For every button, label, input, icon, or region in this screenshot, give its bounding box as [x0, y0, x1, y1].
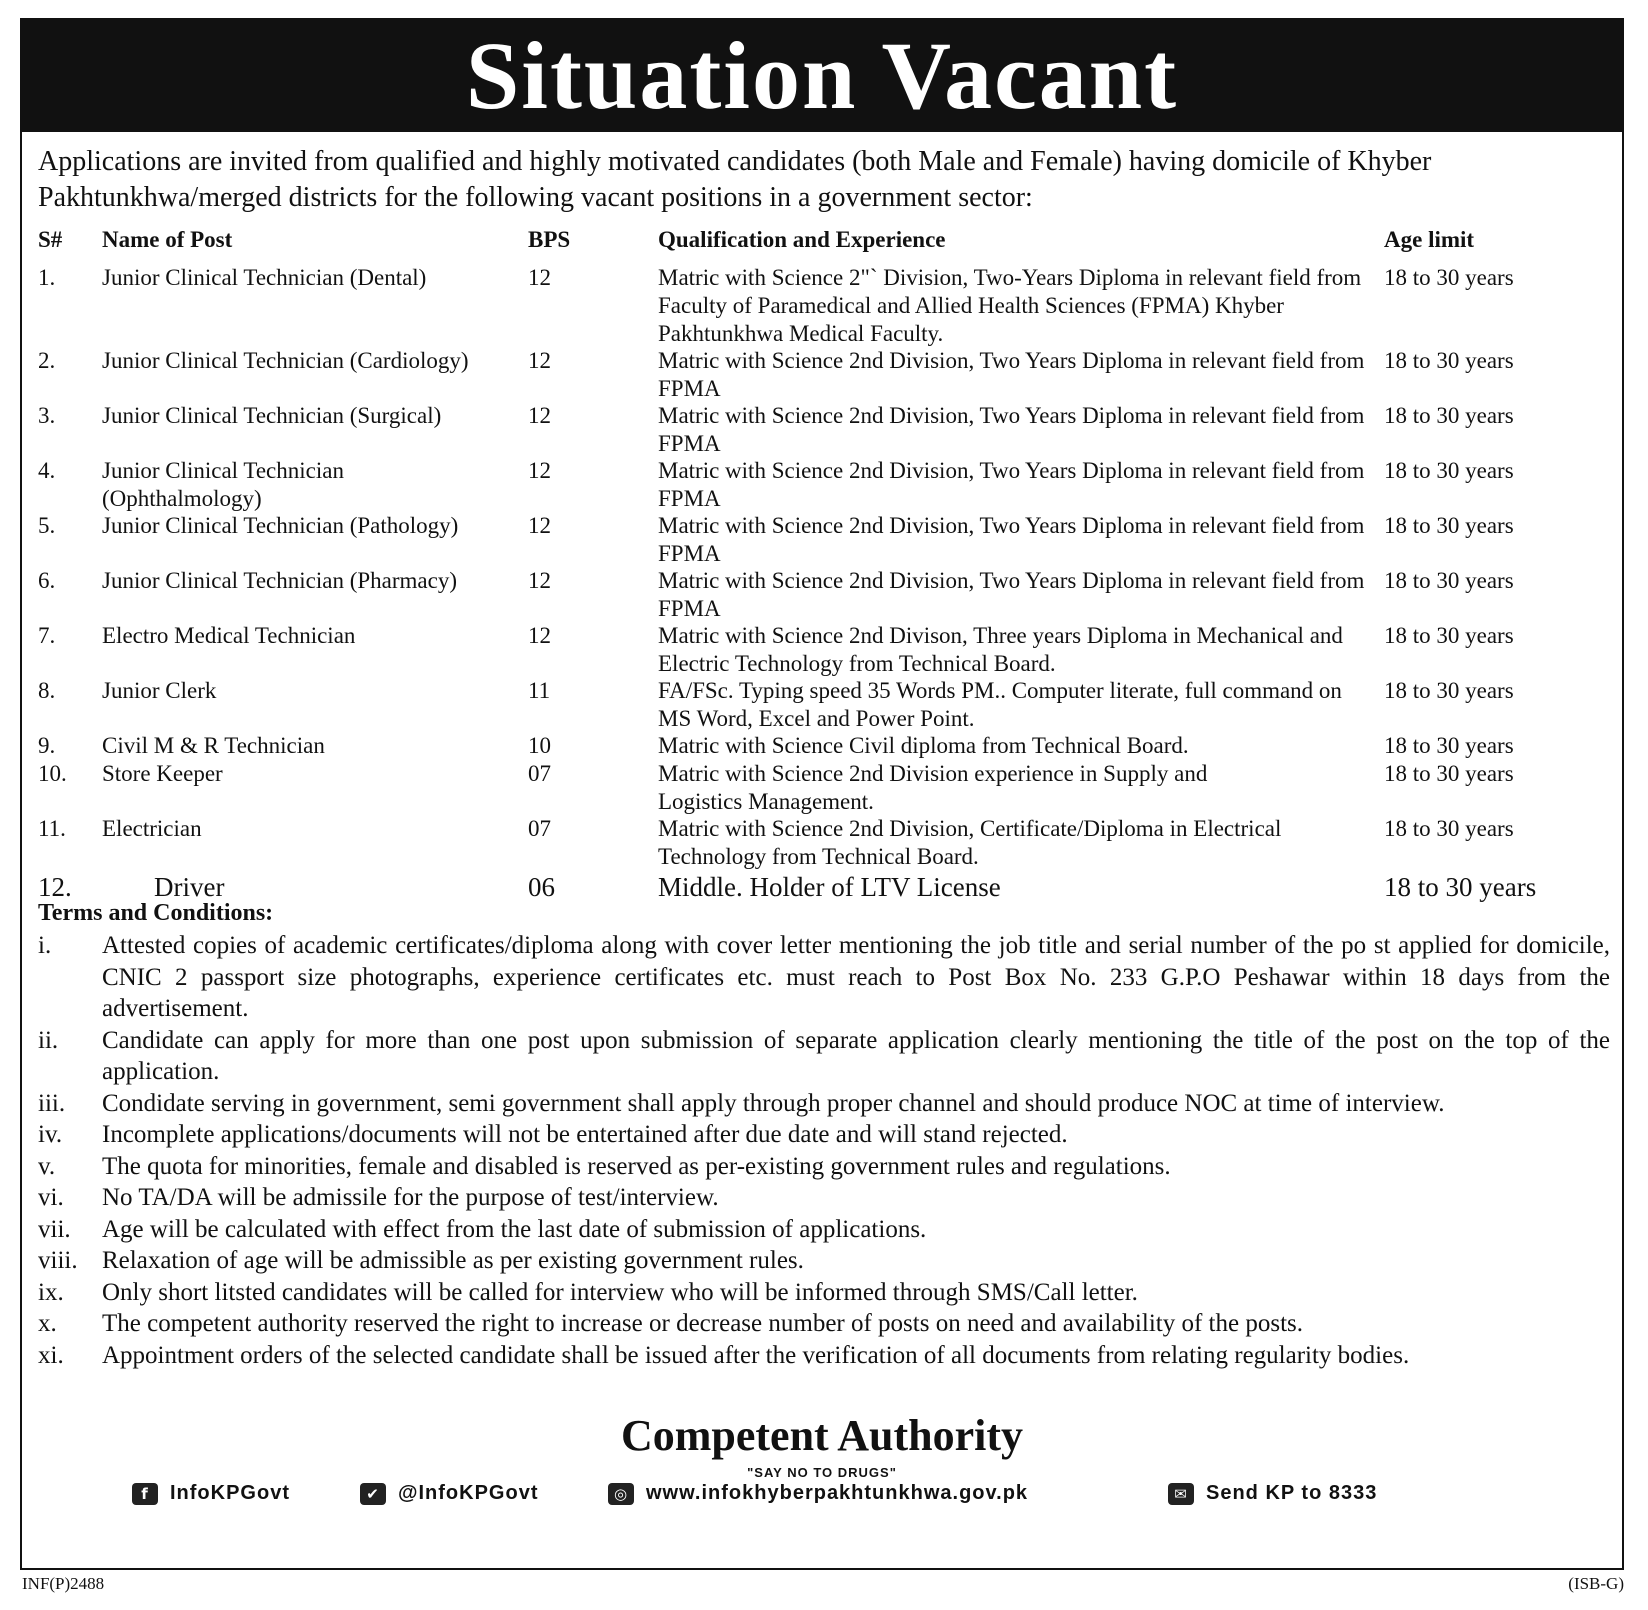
term-number: iii. [38, 1089, 66, 1117]
twitter-handle: @InfoKPGovt [398, 1482, 539, 1504]
table-row [38, 872, 1608, 906]
facebook-handle: InfoKPGovt [170, 1482, 290, 1504]
table-row [38, 402, 1608, 457]
term-item [38, 1245, 1610, 1277]
row-sn: 2. [38, 348, 56, 373]
row-bps: 12 [528, 458, 551, 483]
social-links-bar [132, 1482, 1532, 1512]
row-sn: 3. [38, 403, 56, 428]
row-sn: 5. [38, 513, 56, 538]
facebook-icon: f [132, 1483, 158, 1505]
vacancy-table [38, 226, 1608, 906]
row-sn: 1. [38, 265, 56, 290]
term-item [38, 1088, 1610, 1120]
twitter-icon: ✔ [360, 1483, 386, 1505]
table-row [38, 760, 1608, 815]
row-age: 18 to 30 years [1384, 458, 1514, 483]
row-bps: 11 [528, 678, 551, 703]
header-qualification: Qualification and Experience [658, 227, 946, 252]
row-age: 18 to 30 years [1384, 403, 1514, 428]
row-post: Junior Clinical Technician (Ophthalmology) [102, 458, 344, 511]
terms-heading: Terms and Conditions: [38, 900, 274, 926]
website-url: www.infokhyberpakhtunkhwa.gov.pk [646, 1482, 1029, 1504]
row-post: Electrician [102, 816, 202, 841]
row-bps: 06 [528, 872, 555, 902]
term-text: The quota for minorities, female and disabled is reserved as per-existing government rules and regulations. [102, 1152, 1171, 1180]
row-post: Store Keeper [102, 761, 223, 786]
row-qualification: Matric with Science 2nd Division, Two Years Diploma in relevant field from FPMA [658, 403, 1365, 456]
term-number: v. [38, 1152, 56, 1180]
page-title: Situation Vacant [22, 20, 1622, 132]
row-bps: 10 [528, 733, 551, 758]
row-age: 18 to 30 years [1384, 513, 1514, 538]
row-age: 18 to 30 years [1384, 678, 1514, 703]
row-post: Junior Clinical Technician (Cardiology) [102, 348, 469, 373]
row-age: 18 to 30 years [1384, 872, 1537, 902]
term-text: Appointment orders of the selected candidate shall be issued after the verification of all documents from relating regularity bodies. [102, 1341, 1410, 1369]
table-header [38, 226, 1608, 264]
term-text: The competent authority reserved the right to increase or decrease number of posts on need and availability of the posts. [102, 1310, 1303, 1337]
row-sn: 8. [38, 678, 56, 703]
term-item [38, 1308, 1610, 1340]
row-post: Junior Clinical Technician (Pathology) [102, 513, 459, 538]
row-sn: 9. [38, 733, 56, 758]
row-bps: 12 [528, 568, 551, 593]
row-post: Junior Clinical Technician (Surgical) [102, 403, 442, 428]
term-text: No TA/DA will be admissile for the purpose of test/interview. [102, 1184, 719, 1211]
term-text: Incomplete applications/documents will not be entertained after due date and will stand rejected. [102, 1121, 1068, 1148]
ad-reference-code: INF(P)2488 [22, 1574, 105, 1593]
term-text: Age will be calculated with effect from the last date of submission of applications. [102, 1215, 927, 1243]
table-row [38, 512, 1608, 567]
row-age: 18 to 30 years [1384, 348, 1514, 373]
row-sn: 12. [38, 872, 72, 902]
row-bps: 07 [528, 761, 551, 786]
row-post: Electro Medical Technician [102, 623, 356, 648]
term-item [38, 1182, 1610, 1214]
row-bps: 12 [528, 265, 551, 290]
row-sn: 10. [38, 761, 67, 786]
globe-icon: ◎ [608, 1483, 634, 1505]
term-text: Candidate can apply for more than one post upon submission of separate application clearly mentioning the title of the post on the top of the application. [102, 1026, 1610, 1085]
term-number: vi. [38, 1184, 64, 1211]
row-qualification: Matric with Science 2nd Division, Two Years Diploma in relevant field from FPMA [658, 458, 1365, 511]
website-link[interactable] [608, 1482, 1028, 1505]
row-qualification: Matric with Science 2nd Divison, Three years Diploma in Mechanical and Electric Technology from Technical Board. [658, 623, 1343, 676]
advertisement-frame [20, 18, 1624, 1570]
row-post: Junior Clinical Technician (Pharmacy) [102, 568, 457, 593]
header-sn: S# [38, 227, 63, 252]
row-bps: 12 [528, 348, 551, 373]
row-qualification: Matric with Science 2nd Division, Two Years Diploma in relevant field from FPMA [658, 513, 1365, 566]
term-number: viii. [38, 1247, 78, 1274]
row-qualification: Matric with Science 2nd Division experience in Supply and Logistics Management. [658, 761, 1208, 814]
term-item [38, 1340, 1610, 1372]
term-item [38, 930, 1610, 1025]
publication-code: (ISB-G) [1568, 1574, 1624, 1593]
table-row [38, 457, 1608, 512]
term-item [38, 1214, 1610, 1246]
row-age: 18 to 30 years [1384, 623, 1514, 648]
terms-list [38, 930, 1610, 1371]
term-number: vii. [38, 1215, 71, 1243]
row-post: Civil M & R Technician [102, 733, 325, 758]
row-age: 18 to 30 years [1384, 265, 1514, 290]
row-qualification: Matric with Science 2"` Division, Two-Years Diploma in relevant field from Faculty of Paramedical and Allied Health Sciences (FPMA) Khyber Pakhtunkhwa Medical Faculty. [658, 265, 1362, 346]
row-post: Driver [154, 872, 225, 902]
row-sn: 6. [38, 568, 56, 593]
row-post: Junior Clinical Technician (Dental) [102, 265, 427, 290]
row-age: 18 to 30 years [1384, 816, 1514, 841]
row-bps: 12 [528, 513, 551, 538]
table-row [38, 622, 1608, 677]
table-row [38, 677, 1608, 732]
header-post: Name of Post [102, 227, 233, 252]
row-sn: 7. [38, 623, 56, 648]
row-post: Junior Clerk [102, 678, 217, 703]
row-bps: 07 [528, 816, 551, 841]
term-text: Relaxation of age will be admissible as per existing government rules. [102, 1247, 804, 1274]
twitter-link[interactable] [360, 1482, 539, 1505]
table-row [38, 347, 1608, 402]
term-number: ii. [38, 1026, 59, 1054]
table-row [38, 264, 1608, 347]
row-bps: 12 [528, 623, 551, 648]
row-qualification: Middle. Holder of LTV License [658, 872, 1001, 902]
term-text: Only short litsted candidates will be called for interview who will be informed through SMS/Call letter. [102, 1278, 1138, 1306]
sms-icon: ✉ [1168, 1483, 1194, 1505]
table-row [38, 732, 1608, 760]
row-bps: 12 [528, 403, 551, 428]
term-number: ix. [38, 1278, 64, 1306]
row-sn: 11. [38, 816, 66, 841]
term-item [38, 1151, 1610, 1183]
row-age: 18 to 30 years [1384, 761, 1514, 786]
header-age: Age limit [1384, 227, 1475, 252]
row-qualification: Matric with Science 2nd Division, Certificate/Diploma in Electrical Technology from Technical Board. [658, 816, 1282, 869]
term-item [38, 1119, 1610, 1151]
row-qualification: FA/FSc. Typing speed 35 Words PM.. Computer literate, full command on MS Word, Excel and Power Point. [658, 678, 1342, 731]
facebook-link[interactable] [132, 1482, 290, 1505]
competent-authority-signature: Competent Authority [620, 1411, 1024, 1460]
term-number: i. [38, 932, 52, 959]
row-qualification: Matric with Science 2nd Division, Two Years Diploma in relevant field from FPMA [658, 568, 1365, 621]
slogan: "SAY NO TO DRUGS" [747, 1465, 897, 1480]
row-qualification: Matric with Science Civil diploma from Technical Board. [658, 733, 1189, 758]
intro-paragraph: Applications are invited from qualified and highly motivated candidates (both Male and Female) having domicile of Khyber Pakhtunkhwa/merged districts for the following vacant positions in a government sector: [38, 146, 1432, 213]
table-row [38, 815, 1608, 872]
term-text: Attested copies of academic certificates/diploma along with cover letter mentioning the job title and serial number of the po st applied for domicile, CNIC 2 passport size photographs, experience certificates etc. must reach to Post Box No. 233 G.P.O Peshawar within 18 days from the advertisement. [102, 932, 1610, 1022]
term-text: Condidate serving in government, semi government shall apply through proper channel and should produce NOC at time of interview. [102, 1089, 1445, 1117]
row-age: 18 to 30 years [1384, 733, 1514, 758]
term-number: x. [38, 1310, 57, 1337]
term-item [38, 1277, 1610, 1309]
header-bps: BPS [528, 227, 571, 252]
row-age: 18 to 30 years [1384, 568, 1514, 593]
term-number: xi. [38, 1341, 64, 1369]
row-qualification: Matric with Science 2nd Division, Two Years Diploma in relevant field from FPMA [658, 348, 1365, 401]
sms-link[interactable] [1168, 1482, 1377, 1505]
sms-text: Send KP to 8333 [1206, 1482, 1378, 1504]
term-number: iv. [38, 1121, 63, 1148]
table-row [38, 567, 1608, 622]
term-item [38, 1025, 1610, 1088]
row-sn: 4. [38, 458, 56, 483]
